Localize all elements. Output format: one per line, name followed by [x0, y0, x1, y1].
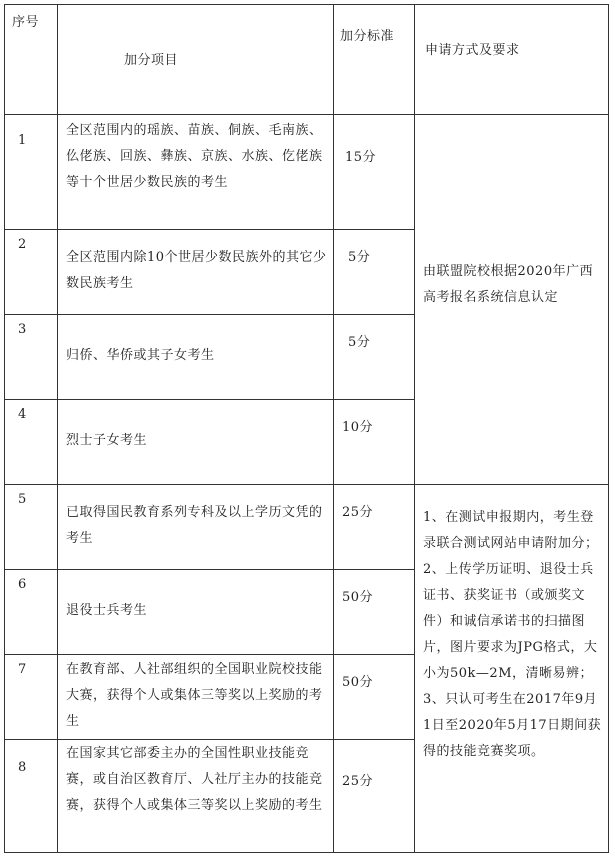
row-item: 退役士兵考生	[66, 603, 148, 618]
row-divider	[4, 114, 609, 115]
header-standard: 加分标准	[340, 29, 395, 44]
row-standard: 25分	[342, 505, 374, 520]
row-standard: 15分	[345, 150, 377, 165]
row-index: 1	[18, 133, 27, 148]
column-divider	[57, 4, 58, 853]
table-border-right	[608, 4, 609, 853]
row-item: 烈士子女考生	[66, 433, 148, 448]
method-cell-system-verified: 由联盟院校根据2020年广西高考报名系统信息认定	[423, 264, 594, 305]
table-border-left	[4, 4, 5, 853]
row-standard: 5分	[348, 250, 371, 265]
method-cell-online-application: 1、在测试申报期内，考生登录联合测试网站申请附加分；2、上传学历证明、退役士兵证书、获奖证书（或颁奖文件）和诚信承诺书的扫描图片，图片要求为JPG格式，大小为50k—2M，清晰易辨；3、只认可考生在2017年9月1日至2020年5月17日期间获得的技能竞赛奖项。	[423, 510, 602, 759]
row-item: 全区范围内除10个世居少数民族外的其它少数民族考生	[66, 250, 327, 291]
row-divider	[4, 569, 415, 570]
row-index: 3	[18, 322, 27, 337]
row-standard: 50分	[342, 590, 374, 605]
column-divider	[414, 4, 415, 853]
row-divider	[4, 314, 415, 315]
row-item: 全区范围内的瑶族、苗族、侗族、毛南族、仫佬族、回族、彝族、京族、水族、仡佬族等十个世居少数民族的考生	[66, 123, 323, 190]
row-index: 2	[18, 237, 27, 252]
row-index: 4	[18, 407, 27, 422]
row-item: 已取得国民教育系列专科及以上学历文凭的考生	[66, 505, 323, 546]
table-border-bottom	[4, 852, 609, 853]
row-index: 7	[18, 662, 27, 677]
row-index: 8	[18, 760, 27, 775]
row-index: 5	[18, 492, 27, 507]
row-item: 在教育部、人社部组织的全国职业院校技能大赛，获得个人或集体三等奖以上奖励的考生	[66, 662, 323, 729]
row-standard: 50分	[342, 675, 374, 690]
header-method: 申请方式及要求	[425, 43, 520, 58]
row-divider	[4, 399, 415, 400]
row-standard: 25分	[342, 774, 374, 789]
row-item: 归侨、华侨或其子女考生	[66, 348, 215, 363]
row-divider	[4, 229, 415, 230]
table-border-top	[4, 4, 609, 5]
header-item: 加分项目	[124, 53, 179, 68]
row-index: 6	[18, 577, 27, 592]
row-standard: 5分	[348, 335, 371, 350]
column-divider	[333, 4, 334, 853]
row-divider	[4, 739, 415, 740]
row-divider	[4, 654, 415, 655]
row-item: 在国家其它部委主办的全国性职业技能竞赛，或自治区教育厅、人社厅主办的技能竞赛，获得个人或集体三等奖以上奖励的考生	[66, 746, 323, 813]
row-standard: 10分	[342, 420, 374, 435]
row-divider	[4, 484, 609, 485]
header-index: 序号	[12, 15, 40, 30]
